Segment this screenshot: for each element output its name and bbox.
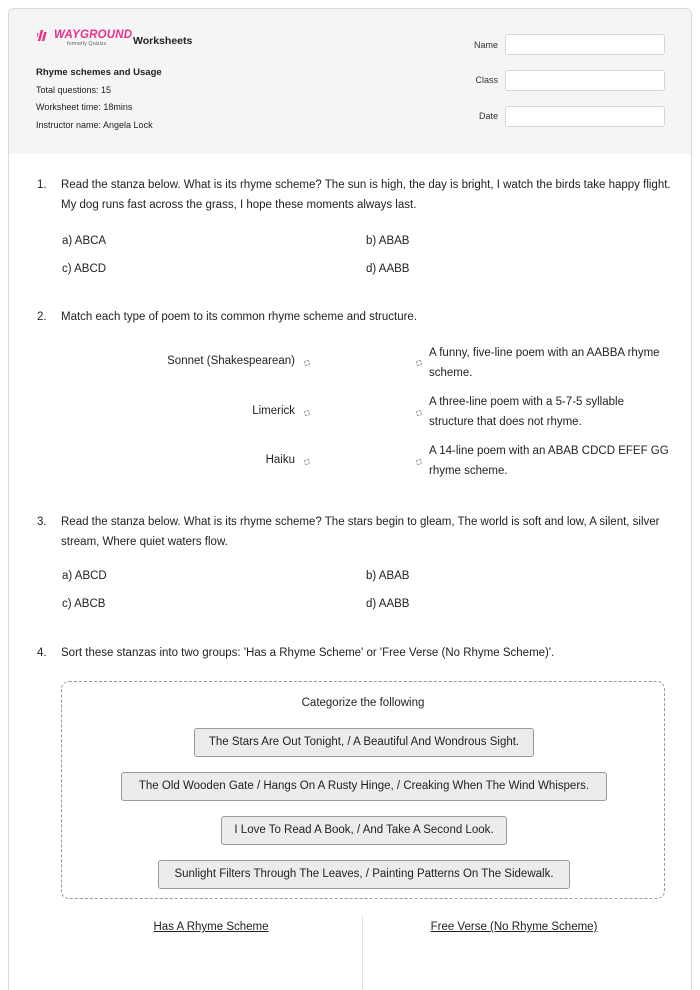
logo-subtitle: formerly Quizizz (67, 41, 107, 47)
wayground-logo (37, 29, 132, 47)
question-number: 4. (37, 647, 47, 659)
question-number: 3. (37, 516, 47, 528)
categorize-title: Categorize the following (301, 697, 425, 709)
worksheet-time: Worksheet time: 18mins (36, 102, 133, 112)
name-field[interactable] (505, 34, 665, 55)
draggable-stanza-3[interactable]: I Love To Read A Book, / And Take A Second Look. (221, 816, 507, 845)
instructor-name: Instructor name: Angela Lock (36, 120, 153, 130)
match-right-dot[interactable] (416, 360, 422, 366)
match-right-1: A funny, five-line poem with an AABBA rhyme scheme. (429, 347, 660, 379)
draggable-stanza-4[interactable]: Sunlight Filters Through The Leaves, / Painting Patterns On The Sidewalk. (158, 860, 570, 889)
question-text: Read the stanza below. What is its rhyme scheme? The sun is high, the day is bright, I watch the birds take happy flight. My dog runs fast across the grass, I hope these moments always last. (61, 179, 671, 211)
match-left-dot[interactable] (304, 410, 310, 416)
class-field[interactable] (505, 70, 665, 91)
worksheet (8, 8, 692, 990)
q1-option-d[interactable]: d) AABB (366, 263, 410, 275)
date-label: Date (478, 111, 498, 121)
match-right-3: A 14-line poem with an ABAB CDCD EFEF GG rhyme scheme. (429, 445, 669, 477)
match-left-dot[interactable] (304, 459, 310, 465)
q1-option-a[interactable]: a) ABCA (62, 235, 107, 247)
class-label: Class (475, 75, 498, 85)
question-text: Match each type of poem to its common rhyme scheme and structure. (61, 311, 418, 323)
categorize-box (61, 681, 665, 899)
column-free-verse[interactable]: Free Verse (No Rhyme Scheme) (430, 921, 598, 933)
q1-option-c[interactable]: c) ABCD (62, 263, 107, 275)
question-number: 1. (37, 179, 47, 191)
match-left-dot[interactable] (304, 360, 310, 366)
q3-option-b[interactable]: b) ABAB (366, 570, 410, 582)
column-divider (362, 915, 363, 990)
match-left-sonnet: Sonnet (Shakespearean) (167, 355, 295, 367)
question-text: Read the stanza below. What is its rhyme scheme? The stars begin to gleam, The world is soft and low, A silent, silver stream, Where quiet waters flow. (61, 516, 660, 548)
worksheets-label: Worksheets (133, 35, 193, 47)
draggable-stanza-1[interactable]: The Stars Are Out Tonight, / A Beautiful And Wondrous Sight. (194, 728, 534, 757)
total-questions: Total questions: 15 (36, 85, 112, 95)
worksheet-title: Rhyme schemes and Usage (36, 67, 162, 78)
q1-option-b[interactable]: b) ABAB (366, 235, 410, 247)
draggable-stanza-2[interactable]: The Old Wooden Gate / Hangs On A Rusty Hinge, / Creaking When The Wind Whispers. (121, 772, 607, 801)
q3-option-c[interactable]: c) ABCB (62, 598, 106, 610)
match-left-haiku: Haiku (265, 454, 295, 466)
date-field[interactable] (505, 106, 665, 127)
worksheet-header (9, 9, 691, 154)
match-left-limerick: Limerick (252, 405, 295, 417)
q3-option-a[interactable]: a) ABCD (62, 570, 107, 582)
match-right-dot[interactable] (416, 459, 422, 465)
q3-option-d[interactable]: d) AABB (366, 598, 410, 610)
wayground-logo-icon (37, 29, 51, 41)
question-number: 2. (37, 311, 47, 323)
column-has-rhyme-scheme[interactable]: Has A Rhyme Scheme (153, 921, 269, 933)
name-label: Name (473, 40, 498, 50)
match-right-2: A three-line poem with a 5-7-5 syllable structure that does not rhyme. (429, 396, 624, 428)
match-right-dot[interactable] (416, 410, 422, 416)
question-text: Sort these stanzas into two groups: 'Has a Rhyme Scheme' or 'Free Verse (No Rhyme Scheme)'. (61, 647, 555, 659)
logo-wordmark: WAYGROUND (54, 29, 133, 41)
